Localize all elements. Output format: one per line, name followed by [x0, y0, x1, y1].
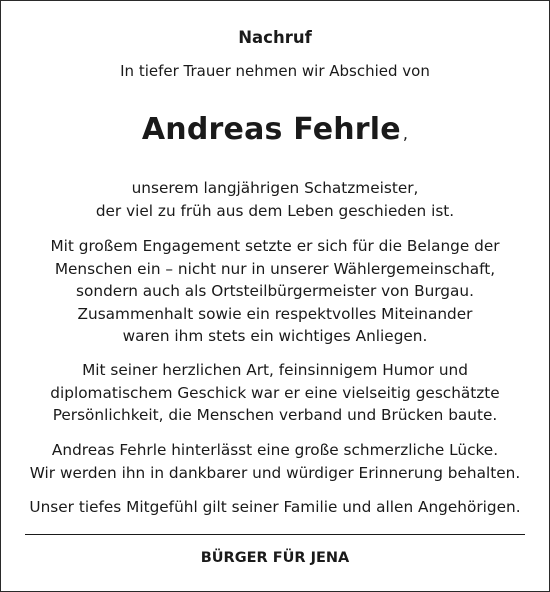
paragraph-engagement — [0, 235, 550, 348]
signature-organization: BÜRGER FÜR JENA — [200, 550, 350, 566]
divider-line — [25, 534, 525, 535]
paragraph-line: Menschen ein – nicht nur in unserer Wählergemeinschaft, — [54, 259, 496, 278]
paragraph-line: der viel zu früh aus dem Leben geschieden ist. — [95, 201, 455, 220]
paragraph-role — [0, 177, 550, 222]
paragraph-line: diplomatischem Geschick war er eine vielseitig geschätzte — [50, 383, 500, 402]
deceased-name: Andreas Fehrle — [141, 112, 401, 147]
paragraph-line: sondern auch als Ortsteilbürgermeister von Burgau. — [76, 282, 474, 300]
paragraph-line: Persönlichkeit, die Menschen verband und Brücken baute. — [52, 406, 498, 424]
paragraph-line: Zusammenhalt sowie ein respektvolles Miteinander — [77, 304, 473, 323]
paragraph-line: Mit seiner herzlichen Art, feinsinnigem Humor und — [82, 361, 468, 379]
paragraph-line: waren ihm stets ein wichtiges Anliegen. — [122, 327, 428, 345]
paragraph-condolence — [0, 496, 550, 519]
intro-text: In tiefer Trauer nehmen wir Abschied von — [120, 62, 430, 80]
name-comma: , — [402, 124, 409, 143]
paragraph-line: Andreas Fehrle hinterlässt eine große schmerzliche Lücke. — [51, 441, 499, 459]
paragraph-line: Wir werden ihn in dankbarer und würdiger Erinnerung behalten. — [29, 463, 521, 482]
paragraph-loss — [0, 439, 550, 484]
paragraph-line: Unser tiefes Mitgefühl gilt seiner Familie und allen Angehörigen. — [29, 498, 521, 516]
paragraph-line: Mit großem Engagement setzte er sich für die Belange der — [50, 237, 500, 255]
paragraph-line: unserem langjährigen Schatzmeister, — [131, 179, 419, 197]
paragraph-character — [0, 359, 550, 427]
deceased-name-line — [0, 112, 550, 147]
notice-heading: Nachruf — [238, 28, 312, 47]
